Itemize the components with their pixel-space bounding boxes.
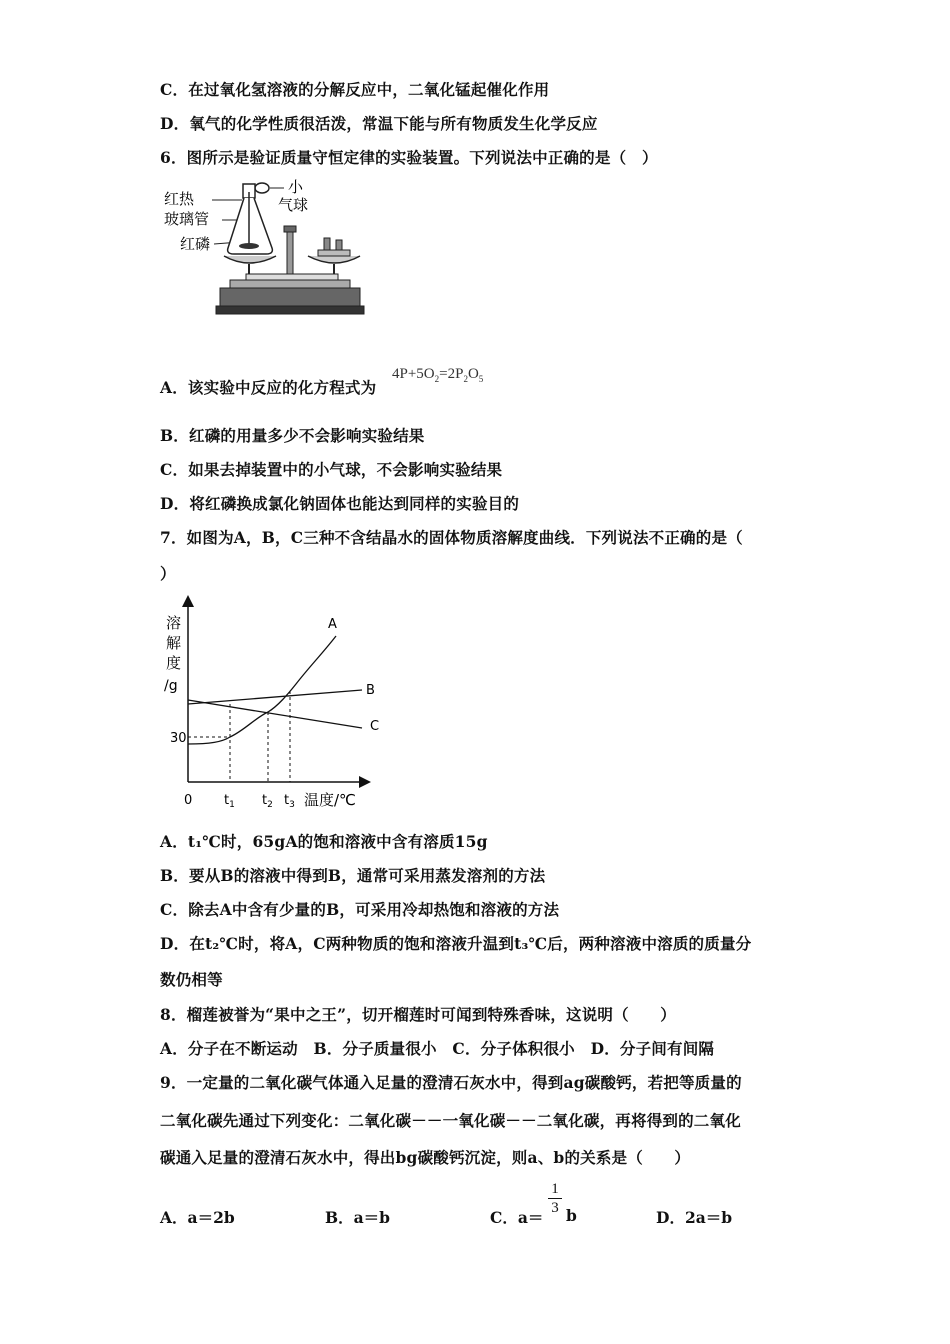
y-tick-30: 30	[170, 731, 187, 746]
q6-option-c: C．如果去掉装置中的小气球，不会影响实验结果	[160, 460, 503, 479]
q7-option-d: D．在t₂℃时，将A，C两种物质的饱和溶液升温到t₃℃后，两种溶液中溶质的质量分	[160, 934, 752, 953]
q8-stem: 8．榴莲被誉为“果中之王”，切开榴莲时可闻到特殊香味，这说明（ ）	[160, 1005, 676, 1024]
label-small: 小	[288, 178, 304, 196]
label-hot: 红热	[164, 190, 195, 208]
q9-stem-line-3: 碳通入足量的澄清石灰水中，得出bg碳酸钙沉淀，则a、b的关系是（ ）	[160, 1148, 691, 1167]
series-c-label: C	[370, 719, 380, 734]
q7-option-a: A．t₁℃时，65gA的饱和溶液中含有溶质15g	[160, 832, 488, 851]
q6-option-a: A．该实验中反应的化方程式为	[160, 378, 377, 397]
q5-option-d: D．氧气的化学性质很活泼，常温下能与所有物质发生化学反应	[160, 114, 598, 133]
y-label-2: 解	[166, 634, 182, 652]
q6-stem: 6．图所示是验证质量守恒定律的实验装置。下列说法中正确的是（ ）	[160, 148, 658, 167]
series-b-line	[188, 690, 362, 704]
x-tick-t2: $t_2$	[262, 793, 273, 810]
x-tick-t3: $t_3$	[284, 793, 295, 810]
balance-apparatus-figure	[160, 178, 365, 318]
q7-option-b: B．要从B的溶液中得到B，通常可采用蒸发溶剂的方法	[160, 866, 546, 885]
label-balloon: 气球	[278, 196, 309, 214]
q6-option-b: B．红磷的用量多少不会影响实验结果	[160, 426, 425, 445]
fraction-numerator: 1	[548, 1180, 562, 1199]
q8-options: A．分子在不断运动 B．分子质量很小 C．分子体积很小 D．分子间有间隔	[160, 1039, 715, 1058]
q9-option-b: B．a＝b	[325, 1208, 390, 1227]
q7-stem-close: ）	[160, 564, 176, 583]
label-phosphorus: 红磷	[180, 235, 211, 253]
series-b-label: B	[366, 683, 375, 698]
q9-option-c-fraction	[548, 1180, 562, 1217]
q9-stem-line-1: 9．一定量的二氧化碳气体通入足量的澄清石灰水中，得到ag碳酸钙，若把等质量的	[160, 1073, 742, 1092]
q9-option-a: A．a＝2b	[160, 1208, 235, 1227]
q7-option-c: C．除去A中含有少量的B，可采用冷却热饱和溶液的方法	[160, 900, 560, 919]
x-axis-label: 温度/℃	[304, 791, 356, 809]
q7-stem: 7．如图为A，B，C三种不含结晶水的固体物质溶解度曲线．下列说法不正确的是（	[160, 528, 743, 547]
solubility-chart	[160, 592, 380, 814]
series-a-label: A	[328, 617, 337, 632]
q6-equation: $4P+5O_2=2P_2O_5$	[392, 366, 484, 384]
fraction-denominator: 3	[551, 1200, 559, 1216]
y-label-3: 度	[166, 654, 182, 672]
q7-option-d-continued: 数仍相等	[160, 970, 223, 989]
y-label-4: /g	[164, 678, 178, 694]
q9-option-c-suffix: b	[566, 1206, 577, 1225]
x-tick-t1: $t_1$	[224, 793, 235, 810]
series-a-curve	[188, 636, 336, 744]
label-tube: 玻璃管	[164, 210, 210, 228]
y-label-1: 溶	[166, 614, 182, 632]
q9-option-d: D．2a＝b	[656, 1208, 733, 1227]
q5-option-c: C．在过氧化氢溶液的分解反应中，二氧化锰起催化作用	[160, 80, 550, 99]
series-c-line	[188, 700, 362, 728]
origin-label: 0	[184, 793, 193, 808]
q9-option-c-prefix: C．a＝	[490, 1208, 544, 1227]
q6-option-d: D．将红磷换成氯化钠固体也能达到同样的实验目的	[160, 494, 520, 513]
q9-stem-line-2: 二氧化碳先通过下列变化：二氧化碳－－一氧化碳－－二氧化碳，再将得到的二氧化	[160, 1111, 741, 1130]
